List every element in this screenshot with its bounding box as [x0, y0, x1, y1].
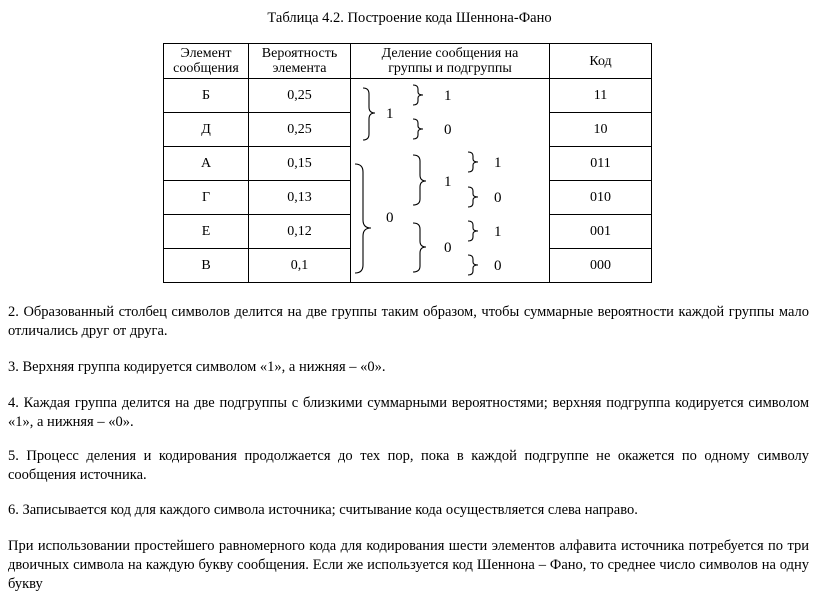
label-g0-top-a: 1	[494, 155, 502, 171]
header-probability	[249, 44, 351, 79]
cell-element: Г	[164, 181, 249, 215]
paragraph-step-3: 3. Верхняя группа кодируется символом «1», а нижняя – «0».	[8, 359, 386, 375]
brace-g0-bottom	[413, 223, 426, 272]
header-division-line1: Деление сообщения на	[381, 46, 519, 61]
table-caption: Таблица 4.2. Построение кода Шеннона-Фано	[267, 10, 552, 26]
brace-g1-bottom	[413, 119, 423, 139]
division-diagram	[351, 79, 550, 286]
label-g0-bottom-b: 0	[494, 258, 502, 274]
cell-code: 10	[550, 113, 652, 147]
cell-probability: 0,13	[249, 181, 351, 215]
paragraph-step-2: 2. Образованный столбец символов делится на две группы таким образом, чтобы суммарные вероятности каждой группы мало отличались друг от друга.	[8, 304, 809, 339]
cell-element: Д	[164, 113, 249, 147]
cell-element: Б	[164, 79, 249, 113]
table-header-row	[164, 44, 652, 79]
brace-g0-top-b	[468, 187, 478, 207]
label-g0-top: 1	[444, 174, 452, 190]
label-group-1: 1	[386, 106, 394, 122]
header-code: Код	[550, 44, 652, 79]
cell-code: 11	[550, 79, 652, 113]
header-division	[351, 44, 550, 79]
label-g0-bottom-a: 1	[494, 224, 502, 240]
cell-probability: 0,12	[249, 215, 351, 249]
cell-probability: 0,15	[249, 147, 351, 181]
brace-g0-bottom-a	[468, 221, 478, 241]
brace-g0-top-a	[468, 152, 478, 172]
brace-group-0	[355, 164, 371, 273]
cell-code: 011	[550, 147, 652, 181]
table-row	[164, 79, 652, 113]
cell-element: В	[164, 249, 249, 283]
paragraph-conclusion: При использовании простейшего равномерного кода для кодирования шести элементов алфавита источника потребуется по три двоичных символа на каждую букву сообщения. Если же используется код Шеннона – Фано, то среднее число символов на одну букву	[8, 538, 809, 592]
cell-code: 010	[550, 181, 652, 215]
cell-code: 000	[550, 249, 652, 283]
header-element-line2: сообщения	[173, 61, 239, 76]
cell-element: Е	[164, 215, 249, 249]
cell-probability: 0,25	[249, 79, 351, 113]
label-g0-bottom: 0	[444, 240, 452, 256]
brace-g0-top	[413, 155, 426, 205]
header-element	[164, 44, 249, 79]
cell-code: 001	[550, 215, 652, 249]
label-g1-top: 1	[444, 88, 452, 104]
cell-element: А	[164, 147, 249, 181]
paragraph-step-5: 5. Процесс деления и кодирования продолжается до тех пор, пока в каждой подгруппе не окажется по одному символу сообщения источника.	[8, 448, 809, 483]
label-g1-bottom: 0	[444, 122, 452, 138]
paragraph-step-6: 6. Записывается код для каждого символа источника; считывание кода осуществляется слева направо.	[8, 502, 638, 518]
brace-group-1	[363, 88, 375, 140]
header-probability-line1: Вероятность	[261, 46, 338, 61]
brace-g1-top	[413, 85, 423, 105]
header-probability-line2: элемента	[272, 61, 327, 76]
label-group-0: 0	[386, 210, 394, 226]
brace-g0-bottom-b	[468, 255, 478, 275]
label-g0-top-b: 0	[494, 190, 502, 206]
paragraph-step-4: 4. Каждая группа делится на две подгруппы с близкими суммарными вероятностями; верхняя подгруппа кодируется символом «1», а нижняя – «0».	[8, 395, 809, 430]
cell-probability: 0,25	[249, 113, 351, 147]
cell-probability: 0,1	[249, 249, 351, 283]
division-cell	[351, 79, 550, 283]
header-element-line1: Элемент	[180, 46, 232, 61]
header-division-line2: группы и подгруппы	[388, 61, 512, 76]
shannon-fano-table	[163, 43, 652, 283]
